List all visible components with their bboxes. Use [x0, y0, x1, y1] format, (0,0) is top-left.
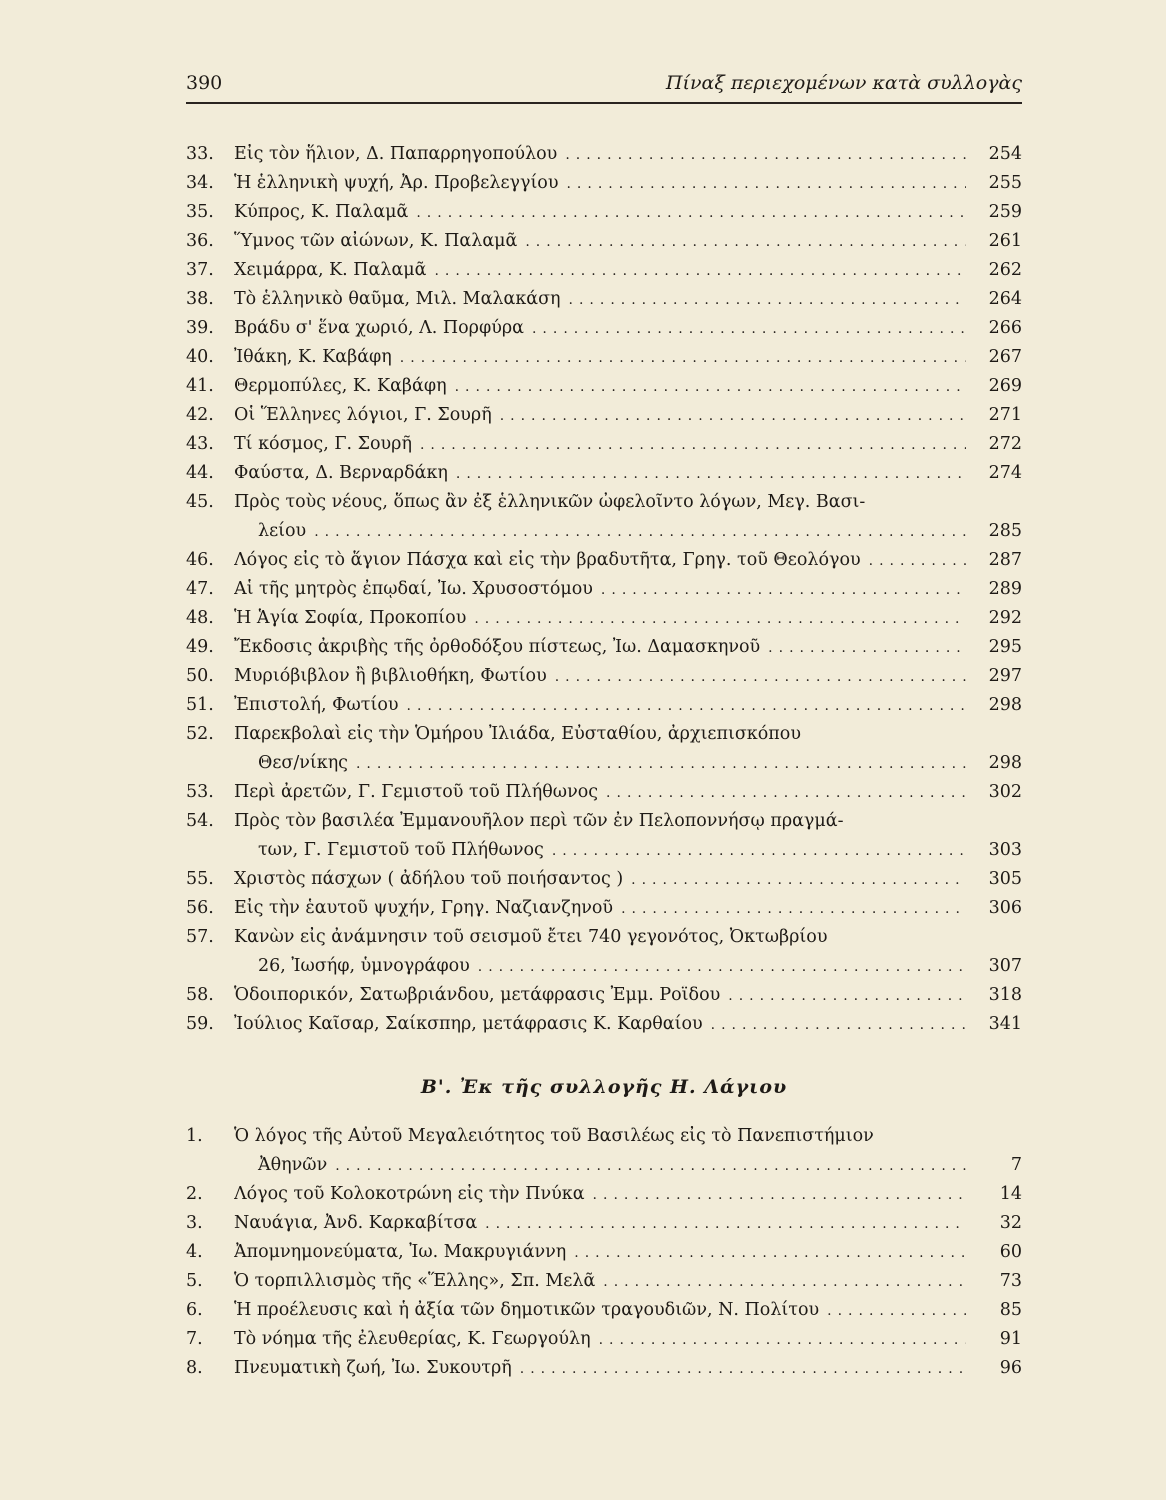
entry-body: [234, 1242, 976, 1262]
entry-body: [234, 724, 1022, 744]
page-number: 390: [186, 72, 223, 94]
entry-title: Κύπρος, Κ. Παλαμᾶ: [234, 202, 409, 222]
entry-number: 51.: [186, 695, 214, 715]
entry-body: [234, 173, 976, 193]
entry-body: [234, 898, 976, 918]
entry-body: [234, 1155, 976, 1175]
toc-entry: [186, 492, 1022, 521]
toc-entry: [186, 550, 1022, 579]
dot-leader: [565, 147, 966, 163]
entry-page: 266: [988, 318, 1022, 338]
toc-entry: [186, 318, 1022, 347]
entry-title: Λόγος εἰς τὸ ἅγιον Πάσχα καὶ εἰς τὴν βραδυτῆτα, Γρηγ. τοῦ Θεολόγου: [234, 550, 861, 570]
entry-number: 33.: [186, 144, 214, 164]
entry-body: [234, 318, 976, 338]
toc-entry: [186, 898, 1022, 927]
entry-title: Ὁδοιπορικόν, Σατωβριάνδου, μετάφρασις Ἐμμ. Ροΐδου: [234, 985, 721, 1005]
entry-number: 5.: [186, 1271, 203, 1291]
toc-entry: [186, 202, 1022, 231]
entry-body: [234, 1213, 976, 1233]
entry-title: Τὸ νόημα τῆς ἐλευθερίας, Κ. Γεωργούλη: [234, 1329, 591, 1349]
entry-title: Τὸ ἑλληνικὸ θαῦμα, Μιλ. Μαλακάση: [234, 289, 561, 309]
entry-body: [234, 289, 976, 309]
entry-title: Χριστὸς πάσχων ( ἀδήλου τοῦ ποιήσαντος ): [234, 869, 624, 889]
entry-page: 303: [988, 840, 1022, 860]
dot-leader: [407, 698, 967, 714]
entry-title-continuation: Θεσ/νίκης: [258, 753, 348, 773]
entry-number: 43.: [186, 434, 214, 454]
entry-title: Θερμοπύλες, Κ. Καβάφη: [234, 376, 447, 396]
entry-page: 285: [988, 521, 1022, 541]
entry-page: 287: [988, 550, 1022, 570]
entry-title: Λόγος τοῦ Κολοκοτρώνη εἰς τὴν Πνύκα: [234, 1184, 585, 1204]
entry-body: [234, 521, 976, 541]
entry-page: 14: [999, 1184, 1022, 1204]
entry-page: 307: [988, 956, 1022, 976]
entry-body: [234, 260, 976, 280]
toc-entry: [186, 1358, 1022, 1387]
entry-body: [234, 144, 976, 164]
entry-title: Ἰθάκη, Κ. Καβάφη: [234, 347, 392, 367]
entry-page: 306: [988, 898, 1022, 918]
entry-body: [234, 202, 976, 222]
toc-entry: [186, 666, 1022, 695]
toc-entry-continuation: [186, 1155, 1022, 1184]
section-heading: Β'. Ἐκ τῆς συλλογῆς Η. Λάγιου: [420, 1076, 788, 1098]
dot-leader: [768, 640, 966, 656]
entry-page: 254: [988, 144, 1022, 164]
dot-leader: [631, 872, 966, 888]
entry-number: 34.: [186, 173, 214, 193]
dot-leader: [455, 379, 966, 395]
entry-page: 341: [988, 1014, 1022, 1034]
entry-body: [234, 956, 976, 976]
toc-entry: [186, 608, 1022, 637]
entry-body: [234, 1184, 976, 1204]
entry-title: Αἱ τῆς μητρὸς ἐπῳδαί, Ἰω. Χρυσοστόμου: [234, 579, 593, 599]
toc-entry: [186, 405, 1022, 434]
entry-page: 255: [988, 173, 1022, 193]
toc-entry: [186, 1184, 1022, 1213]
toc-entry-continuation: [186, 956, 1022, 985]
entry-body: [234, 927, 1022, 947]
toc-entry: [186, 695, 1022, 724]
toc-entry: [186, 637, 1022, 666]
dot-leader: [500, 408, 966, 424]
entry-title: Οἱ Ἕλληνες λόγιοι, Γ. Σουρῆ: [234, 405, 492, 425]
page-header: [186, 72, 1022, 104]
entry-number: 38.: [186, 289, 214, 309]
entry-body: [234, 753, 976, 773]
entry-title: Περὶ ἀρετῶν, Γ. Γεμιστοῦ τοῦ Πλήθωνος: [234, 782, 599, 802]
entry-number: 52.: [186, 724, 214, 744]
dot-leader: [569, 292, 966, 308]
dot-leader: [420, 437, 966, 453]
entry-body: [234, 434, 976, 454]
entry-number: 41.: [186, 376, 214, 396]
entry-page: 298: [988, 695, 1022, 715]
entry-number: 8.: [186, 1358, 203, 1378]
entry-page: 73: [999, 1271, 1022, 1291]
entry-body: [234, 1126, 1022, 1146]
entry-body: [234, 1271, 976, 1291]
entry-page: 91: [999, 1329, 1022, 1349]
entry-page: 295: [988, 637, 1022, 657]
entry-number: 46.: [186, 550, 214, 570]
entry-number: 2.: [186, 1184, 203, 1204]
toc-entry: [186, 1271, 1022, 1300]
entry-title-continuation: 26, Ἰωσήφ, ὑμνογράφου: [258, 956, 470, 976]
entry-number: 57.: [186, 927, 214, 947]
entry-page: 289: [988, 579, 1022, 599]
dot-leader: [478, 959, 966, 975]
entry-number: 37.: [186, 260, 214, 280]
entry-title-continuation: λείου: [258, 521, 307, 541]
entry-number: 56.: [186, 898, 214, 918]
toc-entry: [186, 811, 1022, 840]
entry-page: 261: [988, 231, 1022, 251]
entry-number: 44.: [186, 463, 214, 483]
entry-number: 54.: [186, 811, 214, 831]
dot-leader: [711, 1017, 966, 1033]
toc-entry: [186, 869, 1022, 898]
toc-entry: [186, 724, 1022, 753]
entry-number: 40.: [186, 347, 214, 367]
dot-leader: [474, 611, 966, 627]
toc-entry: [186, 260, 1022, 289]
entry-body: [234, 1014, 976, 1034]
entry-page: 85: [999, 1300, 1022, 1320]
entry-body: [234, 666, 976, 686]
dot-leader: [456, 466, 966, 482]
dot-leader: [416, 205, 966, 221]
entry-title: Ἡ Ἁγία Σοφία, Προκοπίου: [234, 608, 467, 628]
toc-entry-continuation: [186, 753, 1022, 782]
entry-body: [234, 376, 976, 396]
entry-body: [234, 985, 976, 1005]
entry-number: 35.: [186, 202, 214, 222]
entry-page: 318: [988, 985, 1022, 1005]
entry-page: 259: [988, 202, 1022, 222]
toc-section-b: [186, 1126, 1022, 1387]
toc-entry: [186, 231, 1022, 260]
entry-title: Εἰς τὸν ἥλιον, Δ. Παπαρρηγοπούλου: [234, 144, 558, 164]
entry-body: [234, 1300, 976, 1320]
dot-leader: [335, 1158, 966, 1174]
dot-leader: [356, 756, 966, 772]
dot-leader: [552, 843, 966, 859]
entry-body: [234, 811, 1022, 831]
dot-leader: [434, 263, 966, 279]
dot-leader: [621, 901, 966, 917]
toc-entry: [186, 463, 1022, 492]
entry-body: [234, 405, 976, 425]
toc-entry: [186, 1300, 1022, 1329]
entry-number: 49.: [186, 637, 214, 657]
dot-leader: [485, 1216, 966, 1232]
entry-number: 53.: [186, 782, 214, 802]
entry-title: Ἀπομνημονεύματα, Ἰω. Μακρυγιάννη: [234, 1242, 567, 1262]
dot-leader: [599, 1332, 966, 1348]
entry-title: Πνευματικὴ ζωή, Ἰω. Συκουτρῆ: [234, 1358, 512, 1378]
entry-title: Ὁ τορπιλλισμὸς τῆς «Ἕλλης», Σπ. Μελᾶ: [234, 1271, 596, 1291]
dot-leader: [601, 582, 966, 598]
entry-page: 292: [988, 608, 1022, 628]
running-title: Πίναξ περιεχομένων κατὰ συλλογὰς: [665, 72, 1022, 94]
entry-number: 55.: [186, 869, 214, 889]
entry-body: [234, 869, 976, 889]
toc-entry: [186, 782, 1022, 811]
entry-title: Τί κόσμος, Γ. Σουρῆ: [234, 434, 412, 454]
entry-title: Χειμάρρα, Κ. Παλαμᾶ: [234, 260, 427, 280]
dot-leader: [555, 669, 966, 685]
toc-entry: [186, 1242, 1022, 1271]
dot-leader: [566, 176, 966, 192]
entry-page: 271: [988, 405, 1022, 425]
dot-leader: [728, 988, 966, 1004]
entry-page: 96: [999, 1358, 1022, 1378]
toc-entry: [186, 289, 1022, 318]
toc-entry: [186, 985, 1022, 1014]
entry-number: 3.: [186, 1213, 203, 1233]
entry-title-continuation: Ἀθηνῶν: [258, 1155, 328, 1175]
entry-page: 7: [1010, 1155, 1022, 1175]
dot-leader: [314, 524, 966, 540]
dot-leader: [827, 1303, 966, 1319]
entry-page: 274: [988, 463, 1022, 483]
toc-entry: [186, 144, 1022, 173]
entry-title: Ἔκδοσις ἀκριβὴς τῆς ὀρθοδόξου πίστεως, Ἰω. Δαμασκηνοῦ: [234, 637, 761, 657]
entry-title: Πρὸς τοὺς νέους, ὅπως ἂν ἐξ ἑλληνικῶν ὠφελοῖντο λόγων, Μεγ. Βασι-: [234, 492, 866, 512]
entry-body: [234, 463, 976, 483]
toc-entry: [186, 1329, 1022, 1358]
entry-body: [234, 637, 976, 657]
entry-body: [234, 782, 976, 802]
entry-body: [234, 1329, 976, 1349]
entry-title: Βράδυ σ' ἕνα χωριό, Λ. Πορφύρα: [234, 318, 524, 338]
entry-title: Ὁ λόγος τῆς Αὐτοῦ Μεγαλειότητος τοῦ Βασιλέως εἰς τὸ Πανεπιστήμιον: [234, 1126, 874, 1146]
entry-number: 1.: [186, 1126, 203, 1146]
entry-title: Μυριόβιβλον ἢ βιβλιοθήκη, Φωτίου: [234, 666, 547, 686]
dot-leader: [400, 350, 966, 366]
entry-page: 264: [988, 289, 1022, 309]
entry-number: 47.: [186, 579, 214, 599]
entry-body: [234, 840, 976, 860]
dot-leader: [520, 1361, 966, 1377]
entry-page: 272: [988, 434, 1022, 454]
entry-page: 298: [988, 753, 1022, 773]
toc-entry: [186, 927, 1022, 956]
entry-page: 267: [988, 347, 1022, 367]
dot-leader: [606, 785, 966, 801]
entry-title: Κανὼν εἰς ἀνάμνησιν τοῦ σεισμοῦ ἔτει 740 γεγονότος, Ὀκτωβρίου: [234, 927, 828, 947]
dot-leader: [593, 1187, 966, 1203]
toc-entry: [186, 1126, 1022, 1155]
entry-title-continuation: των, Γ. Γεμιστοῦ τοῦ Πλήθωνος: [258, 840, 544, 860]
toc-entry-continuation: [186, 840, 1022, 869]
entry-number: 59.: [186, 1014, 214, 1034]
toc-section-a: [186, 144, 1022, 1043]
entry-body: [234, 231, 976, 251]
entry-body: [234, 1358, 976, 1378]
entry-page: 262: [988, 260, 1022, 280]
toc-entry: [186, 376, 1022, 405]
entry-page: 297: [988, 666, 1022, 686]
entry-page: 305: [988, 869, 1022, 889]
entry-title: Εἰς τὴν ἑαυτοῦ ψυχήν, Γρηγ. Ναζιανζηνοῦ: [234, 898, 614, 918]
dot-leader: [603, 1274, 966, 1290]
entry-number: 36.: [186, 231, 214, 251]
entry-title: Πρὸς τὸν βασιλέα Ἐμμανουῆλον περὶ τῶν ἐν Πελοποννήσῳ πραγμά-: [234, 811, 844, 831]
entry-title: Ἡ προέλευσις καὶ ἡ ἀξία τῶν δημοτικῶν τραγουδιῶν, Ν. Πολίτου: [234, 1300, 820, 1320]
entry-page: 32: [999, 1213, 1022, 1233]
toc-entry: [186, 1213, 1022, 1242]
toc-entry: [186, 579, 1022, 608]
toc-entry-continuation: [186, 521, 1022, 550]
entry-title: Ἐπιστολή, Φωτίου: [234, 695, 399, 715]
toc-entry: [186, 434, 1022, 463]
entry-title: Ναυάγια, Ἀνδ. Καρκαβίτσα: [234, 1213, 478, 1233]
entry-number: 48.: [186, 608, 214, 628]
entry-page: 269: [988, 376, 1022, 396]
toc-entry: [186, 1014, 1022, 1043]
entry-body: [234, 550, 976, 570]
entry-page: 60: [999, 1242, 1022, 1262]
entry-body: [234, 579, 976, 599]
entry-number: 4.: [186, 1242, 203, 1262]
entry-number: 7.: [186, 1329, 203, 1349]
dot-leader: [525, 234, 966, 250]
entry-title: Ὕμνος τῶν αἰώνων, Κ. Παλαμᾶ: [234, 231, 518, 251]
entry-title: Ἡ ἑλληνικὴ ψυχή, Ἀρ. Προβελεγγίου: [234, 173, 559, 193]
dot-leader: [532, 321, 966, 337]
entry-body: [234, 695, 976, 715]
entry-number: 45.: [186, 492, 214, 512]
entry-body: [234, 608, 976, 628]
entry-body: [234, 492, 1022, 512]
entry-number: 6.: [186, 1300, 203, 1320]
entry-number: 58.: [186, 985, 214, 1005]
toc-entry: [186, 173, 1022, 202]
toc-entry: [186, 347, 1022, 376]
dot-leader: [869, 553, 966, 569]
entry-number: 39.: [186, 318, 214, 338]
entry-page: 302: [988, 782, 1022, 802]
entry-number: 42.: [186, 405, 214, 425]
entry-body: [234, 347, 976, 367]
dot-leader: [574, 1245, 966, 1261]
entry-number: 50.: [186, 666, 214, 686]
entry-title: Φαύστα, Δ. Βερναρδάκη: [234, 463, 448, 483]
entry-title: Παρεκβολαὶ εἰς τὴν Ὁμήρου Ἰλιάδα, Εὐσταθίου, ἀρχιεπισκόπου: [234, 724, 801, 744]
entry-title: Ἰούλιος Καῖσαρ, Σαίκσπηρ, μετάφρασις Κ. Καρθαίου: [234, 1014, 703, 1034]
